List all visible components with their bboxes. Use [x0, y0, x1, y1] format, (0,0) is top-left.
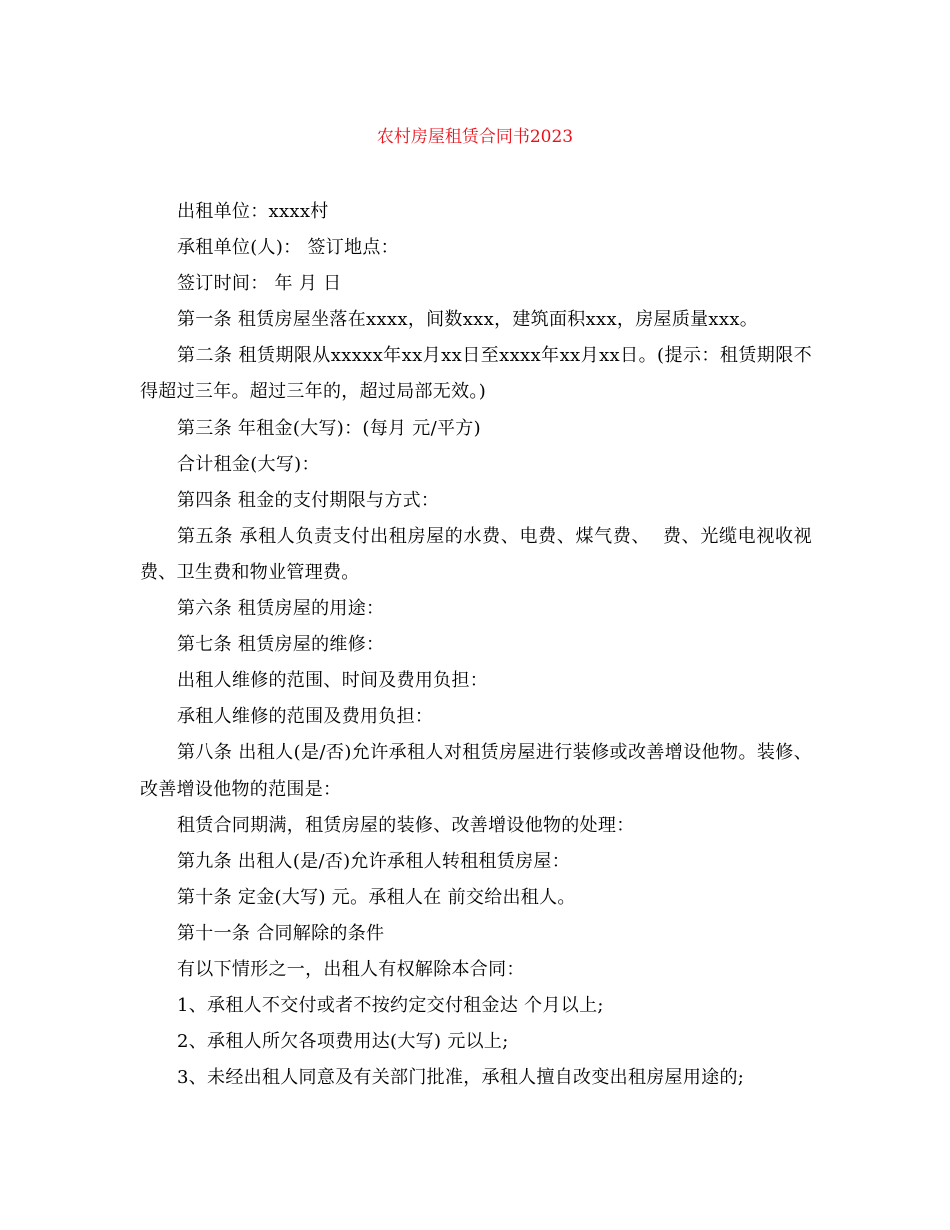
paragraph-article-1: 第一条 租赁房屋坐落在xxxx，间数xxx，建筑面积xxx，房屋质量xxx。 [177, 309, 759, 331]
paragraph-article-3: 第三条 年租金(大写)：(每月 元/平方) [177, 417, 481, 439]
document-title: 农村房屋租赁合同书2023 [376, 127, 574, 147]
paragraph-lease-expiry: 租赁合同期满，租赁房屋的装修、改善增设他物的处理： [177, 814, 635, 836]
paragraph-termination-intro: 有以下情形之一，出租人有权解除本合同： [177, 958, 525, 980]
paragraph-article-8: 第八条 出租人(是/否)允许承租人对租赁房屋进行装修或改善增设他物。装修、改善增设他物的范围是： [140, 742, 812, 800]
document-body [140, 194, 812, 1096]
paragraph-article-4: 第四条 租金的支付期限与方式： [177, 489, 440, 511]
paragraph-lessee-location: 承租单位(人)： 签订地点： [177, 237, 399, 259]
paragraph-termination-2: 2、承租人所欠各项费用达(大写) 元以上; [177, 1031, 509, 1053]
paragraph-article-2: 第二条 租赁期限从xxxxx年xx月xx日至xxxx年xx月xx日。(提示：租赁期限不得超过三年。超过三年的，超过局部无效。) [140, 345, 812, 403]
paragraph-article-9: 第九条 出租人(是/否)允许承租人转租租赁房屋： [177, 850, 571, 872]
paragraph-article-7: 第七条 租赁房屋的维修： [177, 634, 385, 656]
paragraph-article-5: 第五条 承租人负责支付出租房屋的水费、电费、煤气费、 费、光缆电视收视费、卫生费和物业管理费。 [140, 525, 812, 583]
paragraph-article-11: 第十一条 合同解除的条件 [177, 922, 385, 944]
paragraph-lessor-repair: 出租人维修的范围、时间及费用负担： [177, 670, 489, 692]
paragraph-article-6: 第六条 租赁房屋的用途： [177, 598, 385, 620]
paragraph-total-rent: 合计租金(大写)： [177, 453, 320, 475]
paragraph-article-10: 第十条 定金(大写) 元。承租人在 前交给出租人。 [177, 886, 576, 908]
paragraph-termination-1: 1、承租人不交付或者不按约定交付租金达 个月以上; [177, 995, 604, 1017]
paragraph-termination-3: 3、未经出租人同意及有关部门批准，承租人擅自改变出租房屋用途的; [177, 1067, 745, 1089]
paragraph-lessee-repair: 承租人维修的范围及费用负担： [177, 706, 434, 728]
paragraph-signing-date: 签订时间： 年 月 日 [177, 273, 342, 295]
paragraph-lessor: 出租单位：xxxx村 [177, 201, 329, 222]
